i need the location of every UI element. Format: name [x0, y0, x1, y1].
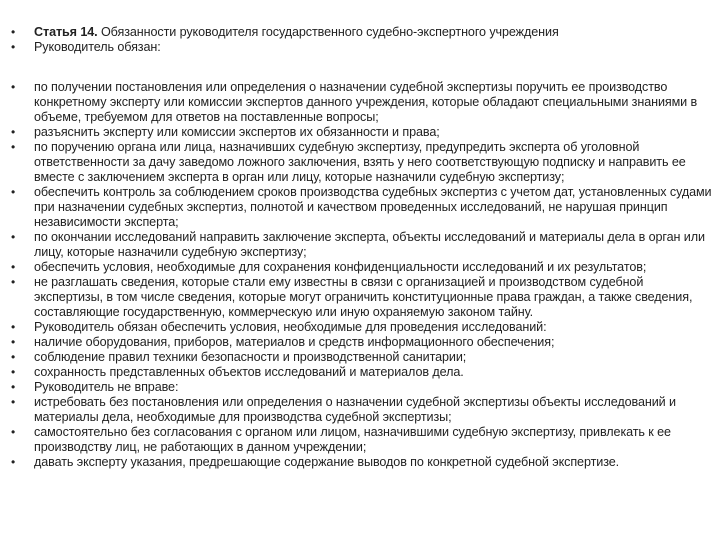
list-item — [0, 275, 714, 320]
list-item-text: сохранность представленных объектов исследований и материалов дела. — [34, 365, 464, 379]
list-item-text: разъяснить эксперту или комиссии экспертов их обязанности и права; — [34, 125, 440, 139]
bullet-marker: • — [10, 320, 16, 334]
list-item — [0, 125, 714, 140]
list-item-text: Руководитель не вправе: — [34, 380, 179, 394]
list-item-text: соблюдение правил техники безопасности и производственной санитарии; — [34, 350, 467, 364]
bullet-marker: • — [10, 40, 16, 54]
list-item — [0, 335, 714, 350]
article-header-list — [0, 25, 714, 55]
article-title-item — [0, 25, 714, 40]
list-item-text: не разглашать сведения, которые стали ему известны в связи с организацией и производством судебной экспертизы, в том числе сведения, которые могут ограничить конституционные права граждан, а также сведения, составляющие государственную, коммерческую или иную охраняемую законом тайну. — [34, 275, 693, 319]
list-item — [0, 140, 714, 185]
list-item-text: по поручению органа или лица, назначивших судебную экспертизу, предупредить эксперта об уголовной ответственности за дачу заведомо ложного заключения, взять у него соответствующую подписку и направить ее вместе с заключением эксперта в орган или лицу, которые назначили судебную экспертизу; — [34, 140, 686, 184]
list-item-text: самостоятельно без согласования с органом или лицом, назначившими судебную экспертизу, привлекать к ее производству лиц, не работающих в данном учреждении; — [34, 425, 671, 454]
bullet-marker: • — [10, 140, 16, 154]
article-title — [34, 25, 714, 40]
list-item-text: обеспечить условия, необходимые для сохранения конфиденциальности исследований и их результатов; — [34, 260, 647, 274]
list-item — [0, 455, 714, 470]
list-item — [0, 380, 714, 395]
bullet-marker: • — [10, 350, 16, 364]
list-item — [0, 230, 714, 260]
list-item — [0, 185, 714, 230]
bullet-marker: • — [10, 185, 16, 199]
bullet-marker: • — [10, 260, 16, 274]
list-item-text: давать эксперту указания, предрешающие содержание выводов по конкретной судебной экспертизе. — [34, 455, 620, 469]
article-intro-item — [0, 40, 714, 55]
duties-list — [0, 80, 714, 470]
bullet-marker: • — [10, 365, 16, 379]
list-item-text: Руководитель обязан обеспечить условия, необходимые для проведения исследований: — [34, 320, 547, 334]
list-item-text: по получении постановления или определения о назначении судебной экспертизы поручить ее производство конкретному эксперту или комиссии экспертов данного учреждения, которые обладают специальными знаниями в объеме, требуемом для ответов на поставленные вопросы; — [34, 80, 698, 124]
list-item-text: наличие оборудования, приборов, материалов и средств информационного обеспечения; — [34, 335, 555, 349]
list-item — [0, 425, 714, 455]
bullet-marker: • — [10, 230, 16, 244]
bullet-marker: • — [10, 275, 16, 289]
article-intro: Руководитель обязан: — [34, 40, 161, 54]
list-item — [0, 395, 714, 425]
list-item-text: истребовать без постановления или определения о назначении судебной экспертизы объекты исследований и материалы дела, необходимые для производства судебной экспертизы; — [34, 395, 676, 424]
list-item — [0, 260, 714, 275]
list-item — [0, 350, 714, 365]
bullet-marker: • — [10, 395, 16, 409]
bullet-marker: • — [10, 25, 16, 39]
list-item-text: по окончании исследований направить заключение эксперта, объекты исследований и материалы дела в орган или лицу, которые назначили судебную экспертизу; — [34, 230, 705, 259]
bullet-marker: • — [10, 425, 16, 439]
list-item — [0, 365, 714, 380]
list-item — [0, 80, 714, 125]
bullet-marker: • — [10, 125, 16, 139]
bullet-marker: • — [10, 335, 16, 349]
list-item-text: обеспечить контроль за соблюдением сроков производства судебных экспертиз с учетом дат, установленных судами при назначении судебных экспертиз, полнотой и качеством проведенных исследований, не нарушая принцип независимости эксперта; — [34, 185, 712, 229]
bullet-marker: • — [10, 80, 16, 94]
bullet-marker: • — [10, 455, 16, 469]
list-item — [0, 320, 714, 335]
bullet-marker: • — [10, 380, 16, 394]
article-label: Статья 14. — [34, 25, 98, 39]
article-title-text: Обязанности руководителя государственного судебно-экспертного учреждения — [100, 25, 559, 39]
